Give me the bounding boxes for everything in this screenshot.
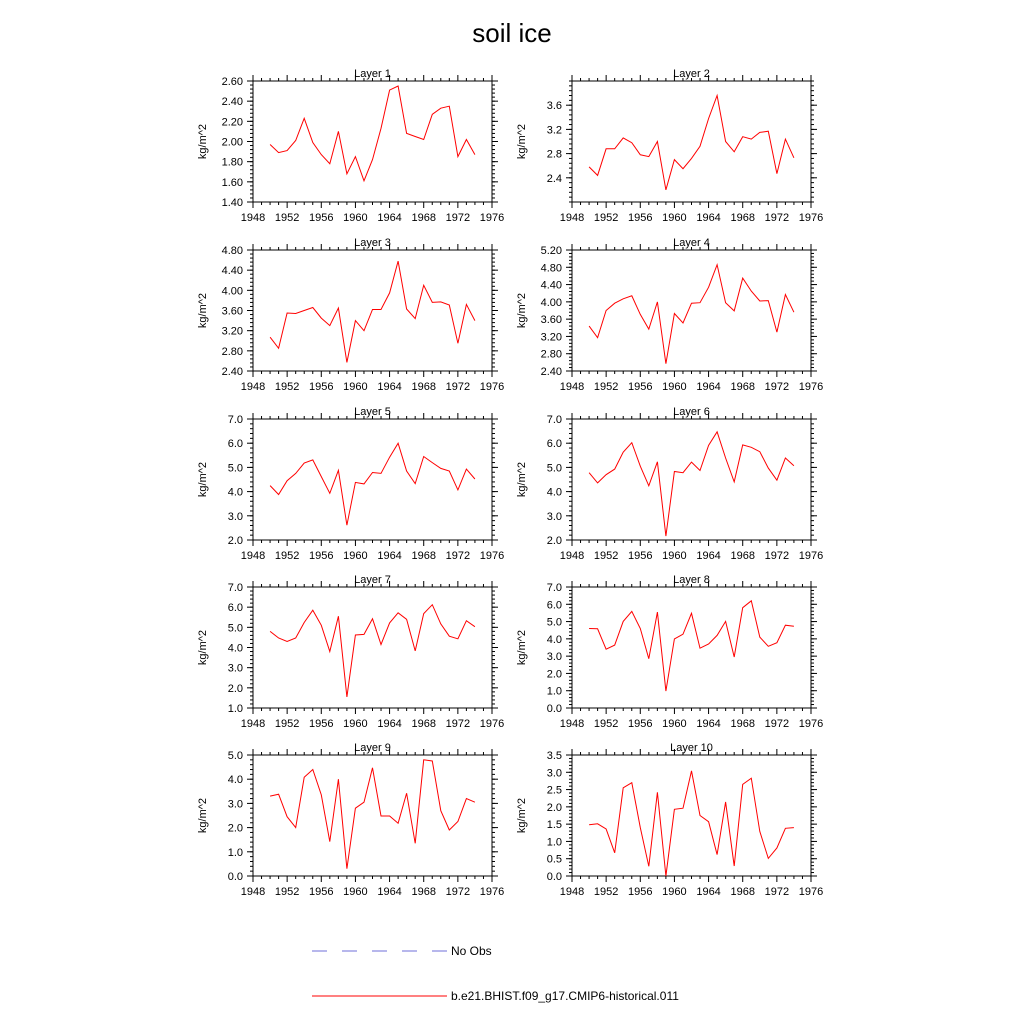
x-tick-label: 1952 [274,381,300,393]
x-tick-label: 1964 [696,381,721,393]
y-tick-label: 0.5 [546,853,562,866]
x-tick-label: 1972 [445,381,471,393]
y-tick-label: 3.0 [546,510,562,523]
x-tick-label: 1952 [274,718,300,730]
y-tick-label: 5.0 [227,750,243,762]
y-tick-label: 5.20 [540,245,562,257]
y-tick-label: 2.40 [540,366,562,378]
y-tick-label: 6.0 [546,438,562,451]
x-tick-label: 1956 [628,718,653,730]
y-tick-label: 2.60 [221,76,243,88]
x-tick-label: 1956 [628,886,653,898]
panel-layer-5 [197,406,504,562]
panel-layer-7 [197,574,504,730]
x-tick-label: 1948 [240,381,266,393]
x-tick-label: 1964 [377,718,402,730]
y-tick-label: 4.80 [221,245,243,257]
x-tick-label: 1968 [730,381,755,393]
y-tick-label: 1.5 [546,819,562,832]
series-line [270,760,475,869]
x-tick-label: 1964 [696,550,721,562]
x-tick-label: 1952 [593,381,619,393]
y-tick-label: 0.0 [546,703,562,715]
y-tick-label: 3.0 [546,767,562,780]
x-tick-label: 1968 [411,550,436,562]
series-line [589,771,794,876]
x-tick-label: 1972 [445,550,471,562]
panel-layer-9 [197,742,504,898]
series-line [270,605,475,697]
panels [197,68,823,898]
y-tick-label: 1.0 [227,703,243,715]
y-tick-label: 6.0 [227,602,243,615]
x-tick-label: 1948 [559,718,585,730]
x-tick-label: 1968 [730,550,755,562]
x-tick-label: 1976 [479,886,505,898]
y-tick-label: 2.20 [221,116,243,129]
x-tick-label: 1948 [240,718,266,730]
plot-frame [253,587,492,708]
x-tick-label: 1960 [662,550,687,562]
y-tick-label: 0.0 [546,871,562,883]
y-tick-label: 1.80 [221,156,243,169]
x-tick-label: 1960 [343,212,368,224]
x-tick-label: 1948 [240,886,266,898]
y-tick-label: 5.0 [546,616,562,629]
x-tick-label: 1976 [479,550,505,562]
y-tick-label: 4.0 [227,642,243,655]
x-tick-label: 1960 [662,886,687,898]
x-tick-label: 1960 [662,718,687,730]
x-tick-label: 1972 [764,886,790,898]
y-tick-label: 3.5 [546,750,562,762]
y-tick-label: 3.0 [227,662,243,675]
x-tick-label: 1948 [559,212,585,224]
x-tick-label: 1976 [798,718,824,730]
x-tick-label: 1952 [274,550,300,562]
x-tick-label: 1960 [343,550,368,562]
y-axis-label: kg/m^2 [197,629,209,666]
y-axis-label: kg/m^2 [197,292,209,329]
y-tick-label: 4.00 [221,285,243,298]
y-axis-label: kg/m^2 [197,123,209,160]
x-tick-label: 1952 [593,718,619,730]
x-tick-label: 1960 [662,212,687,224]
y-tick-label: 3.60 [540,314,562,327]
plot-frame [572,587,811,708]
x-tick-label: 1976 [798,212,824,224]
x-tick-label: 1964 [377,381,402,393]
y-tick-label: 6.0 [546,599,562,612]
y-tick-label: 2.0 [227,682,243,695]
x-tick-label: 1952 [593,550,619,562]
x-tick-label: 1968 [730,718,755,730]
series-line [270,443,475,525]
y-axis-label: kg/m^2 [197,797,209,834]
x-tick-label: 1960 [343,718,368,730]
x-tick-label: 1952 [593,212,619,224]
x-tick-label: 1968 [411,886,436,898]
x-tick-label: 1964 [377,886,402,898]
y-tick-label: 2.0 [227,822,243,835]
y-tick-label: 3.0 [227,798,243,811]
y-tick-label: 2.0 [227,535,243,547]
plot-frame [572,419,811,540]
panel-title: Layer 8 [673,574,710,586]
y-tick-label: 2.4 [546,172,562,185]
x-tick-label: 1948 [559,886,585,898]
x-tick-label: 1960 [343,886,368,898]
x-tick-label: 1956 [628,212,653,224]
x-tick-label: 1956 [309,212,334,224]
x-tick-label: 1956 [628,381,653,393]
y-tick-label: 2.0 [546,668,562,681]
x-tick-label: 1960 [662,381,687,393]
y-tick-label: 4.80 [540,262,562,275]
x-tick-label: 1976 [479,718,505,730]
panel-layer-6 [516,406,823,562]
y-tick-label: 6.0 [227,438,243,451]
panel-layer-8 [516,574,823,730]
x-tick-label: 1976 [479,381,505,393]
x-tick-label: 1972 [445,718,471,730]
page-title: soil ice [472,18,552,48]
y-tick-label: 3.6 [546,100,562,113]
x-tick-label: 1972 [764,718,790,730]
x-tick-label: 1968 [411,381,436,393]
y-tick-label: 2.40 [221,366,243,378]
y-axis-label: kg/m^2 [197,461,209,498]
y-tick-label: 4.0 [546,486,562,499]
plot-frame [253,755,492,876]
x-tick-label: 1972 [445,886,471,898]
plot-frame [572,81,811,202]
y-tick-label: 4.0 [546,633,562,646]
y-tick-label: 7.0 [227,582,243,594]
legend-label-no-obs: No Obs [451,944,492,958]
y-tick-label: 3.0 [546,651,562,664]
x-tick-label: 1952 [274,212,300,224]
y-tick-label: 1.40 [221,197,243,209]
x-tick-label: 1972 [764,550,790,562]
series-line [270,261,475,362]
panel-layer-10 [516,742,823,898]
y-tick-label: 2.80 [540,348,562,361]
y-tick-label: 3.20 [540,331,562,344]
y-tick-label: 1.0 [546,836,562,849]
y-tick-label: 3.0 [227,510,243,523]
panel-layer-3 [197,237,504,393]
x-tick-label: 1968 [730,212,755,224]
plot-frame [253,81,492,202]
y-tick-label: 7.0 [227,414,243,426]
y-tick-label: 7.0 [546,414,562,426]
y-tick-label: 4.0 [227,486,243,499]
x-tick-label: 1964 [377,212,402,224]
y-tick-label: 2.0 [546,535,562,547]
y-tick-label: 1.0 [227,846,243,859]
x-tick-label: 1956 [309,718,334,730]
legend [312,944,679,1003]
x-tick-label: 1968 [411,212,436,224]
panel-title: Layer 1 [354,68,391,80]
legend-label-model: b.e21.BHIST.f09_g17.CMIP6-historical.011 [451,989,679,1003]
y-tick-label: 4.40 [540,279,562,292]
panel-title: Layer 5 [354,406,391,418]
y-tick-label: 1.60 [221,176,243,189]
x-tick-label: 1964 [696,886,721,898]
x-tick-label: 1948 [559,550,585,562]
plot-frame [572,250,811,371]
x-tick-label: 1964 [696,212,721,224]
y-tick-label: 2.80 [221,345,243,358]
panel-layer-1 [197,68,504,224]
series-line [270,86,475,181]
y-tick-label: 3.2 [546,124,562,137]
panel-title: Layer 3 [354,237,391,249]
y-axis-label: kg/m^2 [516,123,528,160]
y-tick-label: 2.0 [546,801,562,814]
y-tick-label: 3.60 [221,305,243,318]
y-tick-label: 0.0 [227,871,243,883]
x-tick-label: 1956 [309,381,334,393]
y-tick-label: 3.20 [221,325,243,338]
x-tick-label: 1952 [274,886,300,898]
x-tick-label: 1956 [309,886,334,898]
y-tick-label: 2.5 [546,784,562,797]
x-tick-label: 1948 [240,550,266,562]
y-tick-label: 4.0 [227,774,243,787]
x-tick-label: 1976 [798,550,824,562]
y-axis-label: kg/m^2 [516,629,528,666]
x-tick-label: 1976 [479,212,505,224]
panel-layer-4 [516,237,823,393]
y-axis-label: kg/m^2 [516,292,528,329]
x-tick-label: 1972 [445,212,471,224]
x-tick-label: 1972 [764,381,790,393]
x-tick-label: 1964 [377,550,402,562]
x-tick-label: 1976 [798,381,824,393]
x-tick-label: 1976 [798,886,824,898]
x-tick-label: 1956 [309,550,334,562]
panel-title: Layer 2 [673,68,710,80]
panel-title: Layer 9 [354,742,391,754]
x-tick-label: 1968 [411,718,436,730]
series-line [589,265,794,364]
series-line [589,432,794,536]
panel-title: Layer 7 [354,574,391,586]
y-axis-label: kg/m^2 [516,461,528,498]
x-tick-label: 1960 [343,381,368,393]
y-tick-label: 2.8 [546,148,562,161]
series-line [589,96,794,190]
panel-layer-2 [516,68,823,224]
y-tick-label: 4.40 [221,265,243,278]
panel-title: Layer 4 [673,237,710,249]
y-tick-label: 1.0 [546,685,562,698]
y-tick-label: 4.00 [540,296,562,309]
panel-title: Layer 6 [673,406,710,418]
y-tick-label: 5.0 [227,462,243,475]
y-tick-label: 5.0 [227,622,243,635]
x-tick-label: 1972 [764,212,790,224]
y-tick-label: 2.40 [221,96,243,109]
x-tick-label: 1956 [628,550,653,562]
y-tick-label: 7.0 [546,582,562,594]
panel-title: Layer 10 [670,742,713,754]
x-tick-label: 1964 [696,718,721,730]
series-line [589,601,794,691]
y-tick-label: 5.0 [546,462,562,475]
y-tick-label: 2.00 [221,136,243,149]
x-tick-label: 1952 [593,886,619,898]
y-axis-label: kg/m^2 [516,797,528,834]
x-tick-label: 1948 [240,212,266,224]
x-tick-label: 1948 [559,381,585,393]
x-tick-label: 1968 [730,886,755,898]
